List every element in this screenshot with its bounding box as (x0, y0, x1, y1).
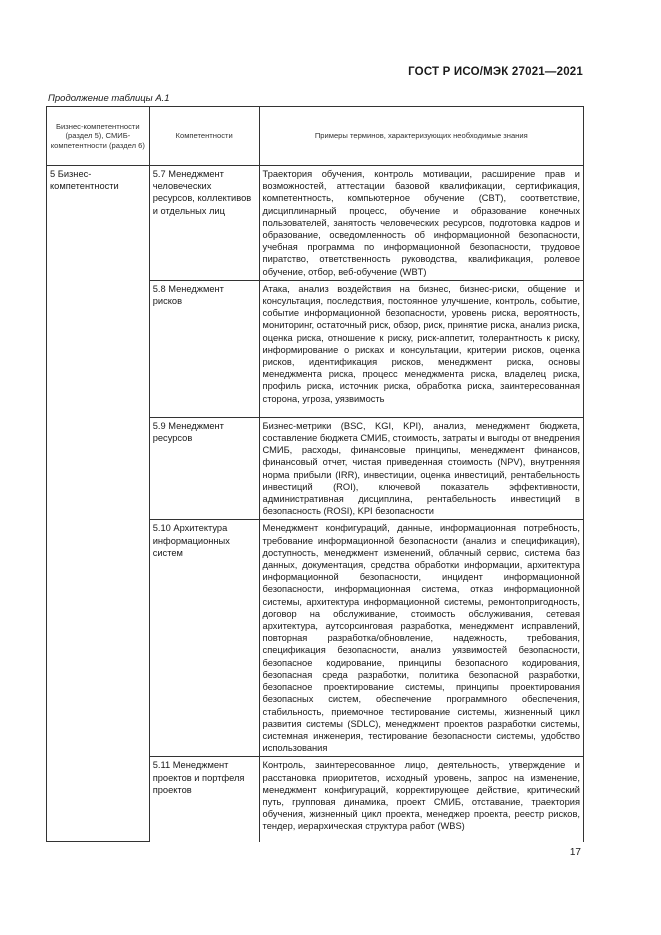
examples-cell: Атака, анализ воздействия на бизнес, бизнес-риски, общение и консультация, последствия, постоянное улучшение, контроль, событие, событие информационной безопасности, уровень риска, вероятность, мониторинг, остаточный риск, обзор, риск, принятие риска, анализ риска, оценка риска, отношение к риску, риск-аппетит, толерантность к риску, информирование о рисках и консультации, критерии рисков, оценка рисков, идентификация рисков, менеджмент риска, основы менеджмента риска, процесс менеджмента риска, владелец риска, профиль риска, источник риска, обработка риска, заинтересованная сторона, угроза, уязвимость (259, 280, 583, 417)
group-cell: 5 Бизнес-компетентности (47, 166, 150, 842)
examples-cell: Контроль, заинтересованное лицо, деятельность, утверждение и расстановка приоритетов, исходный уровень, запрос на изменение, менеджмент конфигураций, корректирующее действие, критический путь, групповая динамика, проект СМИБ, отставание, траектория обучения, жизненный цикл проекта, менеджер проекта, реестр рисков, тендер, иерархическая структура работ (WBS) (259, 757, 583, 842)
examples-cell: Бизнес-метрики (BSC, KGI, KPI), анализ, менеджмент бюджета, составление бюджета СМИБ, стоимость, затраты и выгоды от внедрения СМИБ, расходы, финансовые принципы, менеджмент финансов, финансовый отчет, чистая приведенная стоимость (NPV), внутренняя норма прибыли (IRR), инвестиции, оценка инвестиций, рентабельность инвестиций (ROI), ключевой показатель эффективности, административная дисциплина, рентабельность инвестиций в безопасность (ROSI), KPI безопасности (259, 417, 583, 520)
page-number: 17 (569, 847, 581, 858)
table-header-row (47, 107, 584, 166)
column-header-competence: Компетентности (149, 107, 259, 166)
table-row (47, 166, 584, 281)
competence-cell: 5.8 Менеджмент рисков (149, 280, 259, 417)
column-header-group: Бизнес-компетентности (раздел 5), СМИБ-компетентности (раздел 6) (47, 107, 150, 166)
competence-cell: 5.7 Менеджмент человеческих ресурсов, коллективов и отдельных лиц (149, 166, 259, 281)
examples-cell: Траектория обучения, контроль мотивации, расширение прав и возможностей, аттестации базовой квалификации, сертификация, компетентность, компьютерное обучение (CBT), соответствие, дисциплинарный процесс, обучение и образование конечных пользователей, занятость человеческих ресурсов, подготовка кадров и образование, осведомленность об информационной безопасности, учебная программа по информационной безопасности, трудовое пиратство, ответственность руководства, квалификация, ролевое обучение, отбор, веб-обучение (WBT) (259, 166, 583, 281)
document-header: ГОСТ Р ИСО/МЭК 27021—2021 (408, 66, 583, 78)
competence-cell: 5.9 Менеджмент ресурсов (149, 417, 259, 520)
examples-cell: Менеджмент конфигураций, данные, информационная потребность, требование информационной безопасности (анализ и спецификация), доступность, менеджмент изменений, облачный сервис, система баз данных, документация, средства обработки информации, архитектура информационной безопасности, инцидент информационной безопасности, информационная система, отказ информационной системы, архитектура информационной системы, ремонтопригодность, договор на обслуживание, стоимость обслуживания, сетевая архитектура, аутсорсинговая разработка, менеджмент исправлений, повторная разработка/обновление, надежность, требования, спецификация безопасности, анализ уязвимостей безопасности, безопасное кодирование, принципы безопасного кодирования, безопасная среда разработки, политика безопасной разработки, безопасное проектирование системы, принципы проектирования безопасных систем, обеспечение программного обеспечения, стабильность, приемочное тестирование системы, жизненный цикл развития системы (SDLC), менеджмент проектов разработки системы, системная инженерия, тестирование безопасности системы, удобство использования (259, 520, 583, 757)
table-caption: Продолжение таблицы А.1 (48, 93, 170, 104)
column-header-examples: Примеры терминов, характеризующих необходимые знания (259, 107, 583, 166)
competence-table (46, 106, 584, 842)
competence-cell: 5.11 Менеджмент проектов и портфеля проектов (149, 757, 259, 842)
competence-cell: 5.10 Архитектура информационных систем (149, 520, 259, 757)
